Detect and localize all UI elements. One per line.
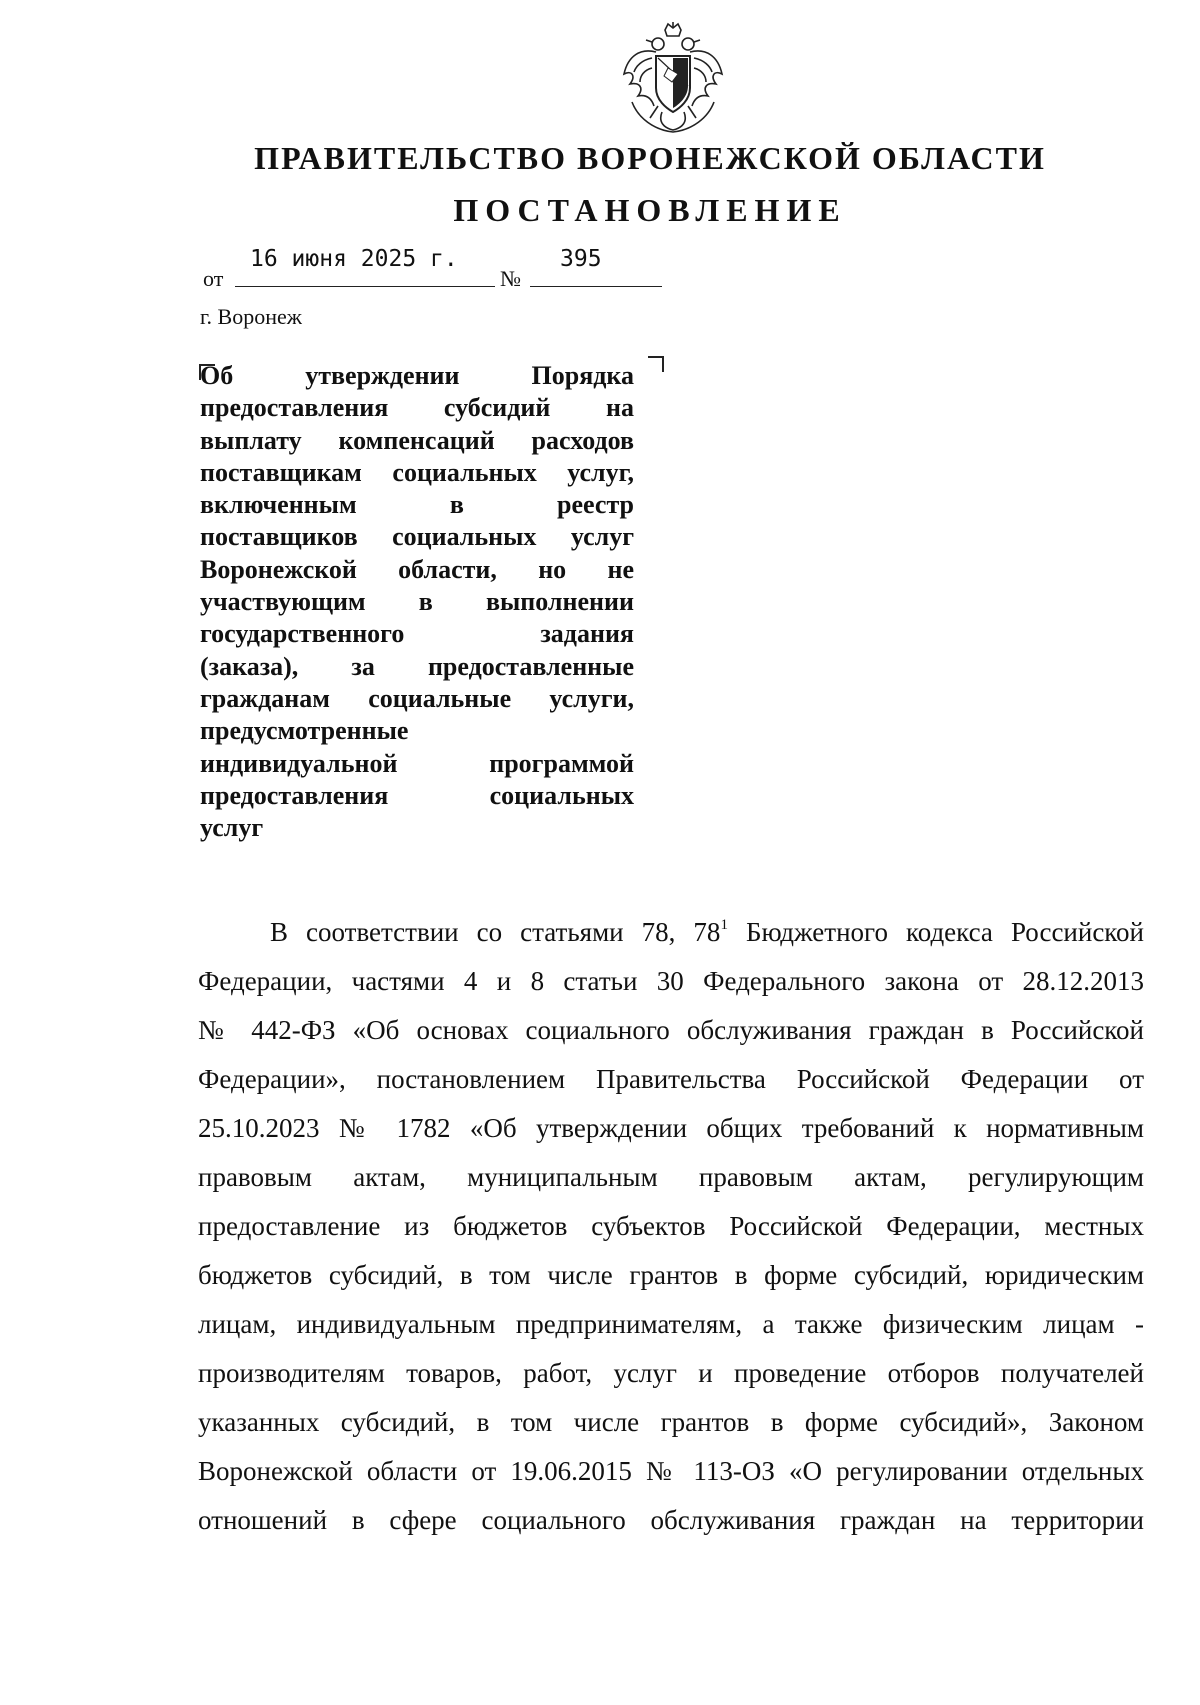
subject-line: (заказа), за предоставленные [200, 651, 634, 681]
body-line: 25.10.2023 № 1782 «Об утверждении общих требований к нормативным [198, 1113, 1144, 1143]
body-line: Воронежской области от 19.06.2015 № 113-ОЗ «О регулировании отдельных [198, 1456, 1144, 1486]
coat-of-arms-emblem [618, 22, 728, 134]
subject-line: индивидуальной программой [200, 748, 634, 778]
body-line: № 442-ФЗ «Об основах социального обслуживания граждан в Российской [198, 1015, 1144, 1045]
city-name: г. Воронеж [200, 304, 302, 329]
body-line: предоставление из бюджетов субъектов Российской Федерации, местных [198, 1211, 1144, 1241]
subject-line: предоставления субсидий на [200, 393, 634, 423]
document-subject [200, 360, 634, 844]
body-line-first [198, 908, 1144, 957]
number-value: 395 [560, 246, 602, 272]
subject-line: поставщиков социальных услуг [200, 522, 634, 552]
body-line: правовым актам, муниципальным правовым актам, регулирующим [198, 1162, 1144, 1192]
subject-line: участвующим в выполнении [200, 587, 634, 617]
subject-corner-top-right [648, 356, 664, 372]
subject-line: услуг [200, 813, 264, 843]
body-paragraph [198, 908, 1144, 1545]
subject-line: гражданам социальные услуги, [200, 683, 634, 713]
document-type: ПОСТАНОВЛЕНИЕ [453, 192, 847, 228]
body-line: лицам, индивидуальным предпринимателям, а также физическим лицам - [198, 1309, 1144, 1339]
body-line-1-end: Бюджетного кодекса Российской [727, 917, 1144, 947]
subject-line: государственного задания [200, 619, 634, 649]
subject-line: включенным в реестр [200, 490, 634, 520]
body-line: указанных субсидий, в том числе грантов в форме субсидий», Законом [198, 1407, 1144, 1437]
body-line: бюджетов субсидий, в том числе грантов в форме субсидий, юридическим [198, 1260, 1144, 1290]
subject-line: предусмотренные [200, 716, 409, 746]
date-prefix: от [203, 266, 224, 291]
organization-title: ПРАВИТЕЛЬСТВО ВОРОНЕЖСКОЙ ОБЛАСТИ [254, 140, 1046, 176]
date-value: 16 июня 2025 г. [250, 246, 458, 272]
subject-line: Об утверждении Порядка [200, 361, 634, 390]
number-prefix: № [500, 266, 521, 291]
date-number-row [200, 246, 700, 292]
body-line-1-start: В соответствии со статьями 78, 78 [270, 917, 721, 947]
subject-line: предоставления социальных [200, 780, 634, 810]
article-superscript: 1 [720, 917, 728, 933]
number-underline [530, 286, 662, 287]
body-line: отношений в сфере социального обслуживания граждан на территории [198, 1505, 1144, 1535]
body-line: Федерации», постановлением Правительства Российской Федерации от [198, 1064, 1144, 1094]
subject-line: Воронежской области, но не [200, 554, 634, 584]
subject-line: поставщикам социальных услуг, [200, 457, 634, 487]
body-line: производителям товаров, работ, услуг и проведение отборов получателей [198, 1358, 1144, 1388]
date-underline [235, 286, 495, 287]
subject-line: выплату компенсаций расходов [200, 425, 634, 455]
body-line: Федерации, частями 4 и 8 статьи 30 Федерального закона от 28.12.2013 [198, 966, 1144, 996]
